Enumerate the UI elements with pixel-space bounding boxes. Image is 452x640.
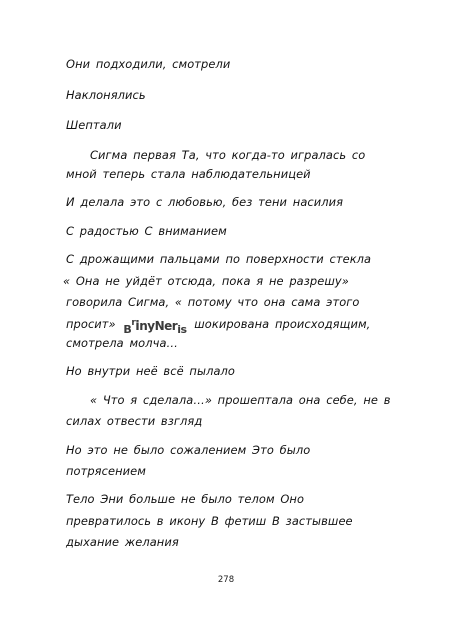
text-line: Они подходили, смотрели <box>66 57 231 71</box>
text-fragment: просит» <box>66 317 116 331</box>
text-line: И делала это с любовью, без тени насилия <box>66 195 344 209</box>
text-line: говорила Сигма, « потому что она сама этого <box>66 295 360 309</box>
text-line: дыхание желания <box>66 535 179 549</box>
text-line: С дрожащими пальцами по поверхности стекла <box>66 252 372 266</box>
text-line: Сигма первая Та, что когда-то игралась со <box>90 148 366 162</box>
text-line: Но внутри неё всё пылало <box>66 364 235 378</box>
text-line: смотрела молча… <box>66 336 179 350</box>
text-line: силах отвести взгляд <box>66 414 203 428</box>
text-line: потрясением <box>66 464 146 478</box>
text-line: Шептали <box>66 118 122 132</box>
watermark-logo: $_B^r$inyNer$_{is}$ <box>123 318 187 336</box>
page-number: 278 <box>217 575 235 585</box>
text-line: Но это не было сожалением Это было <box>66 443 311 457</box>
text-fragment: шокирована происходящим, <box>194 317 371 331</box>
text-line: « Она не уйдёт отсюда, пока я не разрешу» <box>63 274 349 288</box>
text-line: С радостью С вниманием <box>66 224 227 238</box>
text-line: мной теперь стала наблюдательницей <box>66 167 311 181</box>
text-line: Тело Эни больше не было телом Оно <box>66 492 305 506</box>
text-line: Наклонялись <box>66 88 146 102</box>
text-line: превратилось в икону В фетиш В застывшее <box>66 514 353 528</box>
text-line: « Что я сделала…» прошептала она себе, не в <box>90 393 391 407</box>
text-line-with-watermark <box>66 316 370 337</box>
